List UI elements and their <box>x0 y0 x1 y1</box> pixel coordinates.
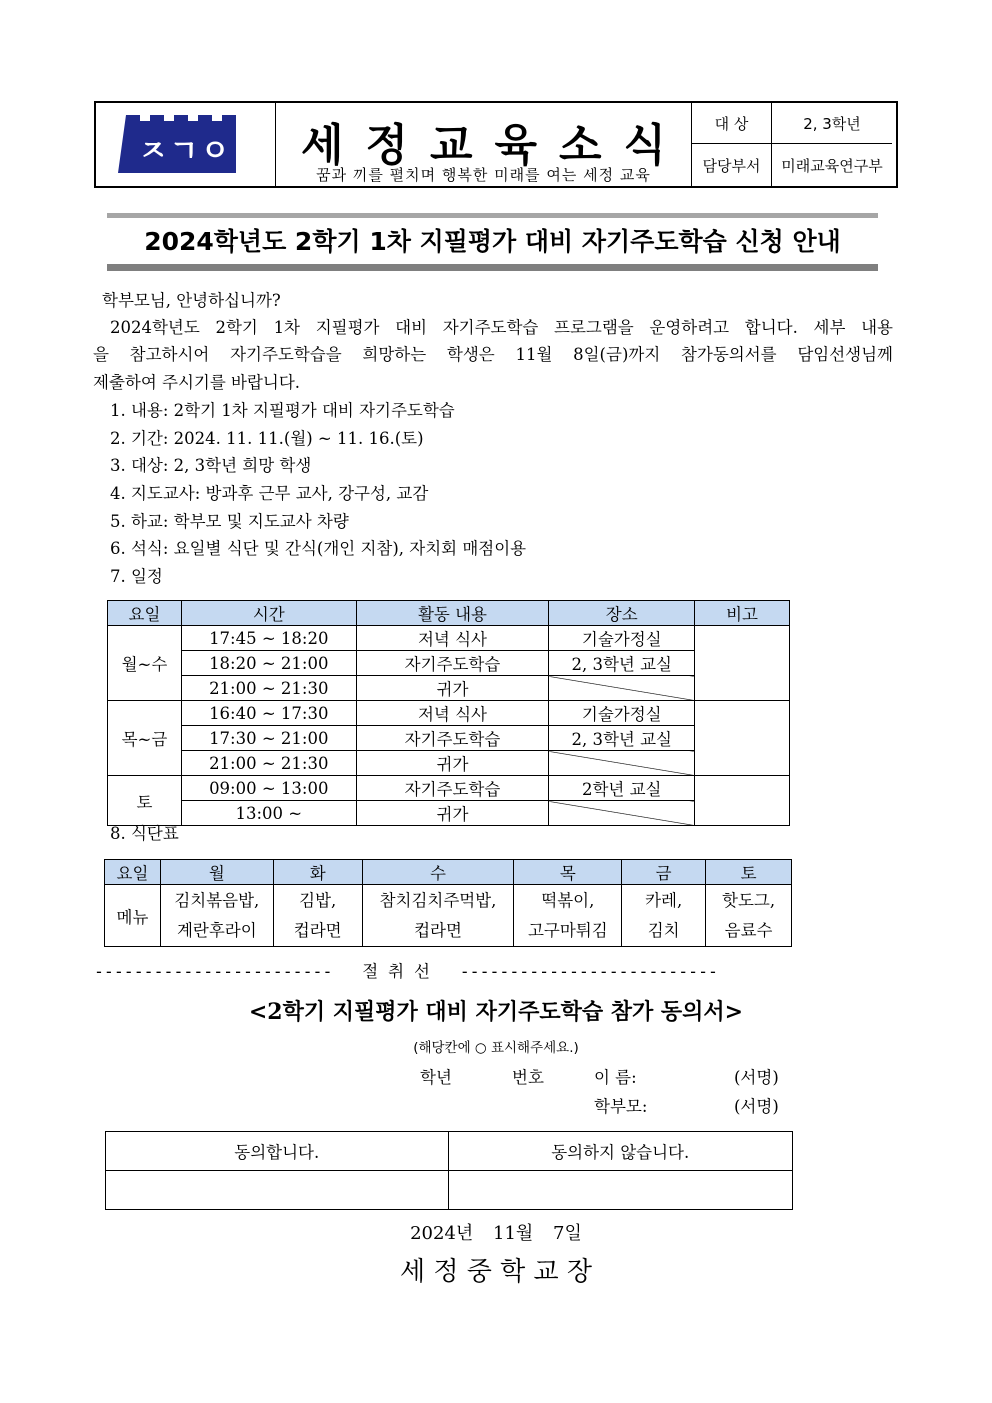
note-cell <box>695 776 790 826</box>
intro-line-1: 2024학년도 2학기 1차 지필평가 대비 자기주도학습 프로그램을 운영하려고 합니다. 세부 내용 <box>110 318 893 337</box>
menu-table <box>104 859 792 947</box>
cut-line: ------------------------ 절 취 선 -------------------------- <box>94 962 718 981</box>
disagree-label: 동의하지 않습니다. <box>448 1132 793 1171</box>
activity-cell: 자기주도학습 <box>356 726 549 751</box>
menu-col-fri: 금 <box>622 860 706 885</box>
note-cell <box>695 626 790 701</box>
parent-label: 학부모: <box>594 1097 648 1116</box>
intro-line-3: 제출하여 주시기를 바랍니다. <box>93 373 301 392</box>
col-note: 비고 <box>695 601 790 626</box>
col-day: 요일 <box>108 601 182 626</box>
table-row <box>108 651 790 676</box>
newsletter-slogan: 꿈과 끼를 펼치며 행복한 미래를 여는 세정 교육 <box>316 166 651 184</box>
title-rule-top <box>107 213 878 218</box>
document-title: 2024학년도 2학기 1차 지필평가 대비 자기주도학습 신청 안내 <box>144 227 841 256</box>
place-cell: 2학년 교실 <box>549 776 695 801</box>
col-time: 시간 <box>181 601 356 626</box>
school-logo <box>96 103 276 186</box>
item-content: 1. 내용: 2학기 1차 지필평가 대비 자기주도학습 <box>110 401 455 420</box>
menu-header-row <box>105 860 792 885</box>
place-cell-empty <box>549 676 695 701</box>
consent-header-row <box>106 1132 793 1171</box>
item-teachers: 4. 지도교사: 방과후 근무 교사, 강구성, 교감 <box>110 484 429 503</box>
name-label: 이 름: <box>594 1068 637 1087</box>
title-rule-bottom <box>107 264 878 271</box>
note-cell <box>695 701 790 776</box>
consent-instruction: (해당칸에 ○ 표시해주세요.) <box>413 1040 579 1056</box>
menu-cell-thu: 떡볶이, 고구마튀김 <box>514 885 622 947</box>
schedule-header-row <box>108 601 790 626</box>
parent-signature: (서명) <box>734 1097 779 1116</box>
number-label: 번호 <box>512 1068 544 1087</box>
table-row <box>108 776 790 801</box>
menu-col-wed: 수 <box>362 860 514 885</box>
student-signature: (서명) <box>734 1068 779 1087</box>
issuer: 세 정 중 학 교 장 <box>399 1257 593 1287</box>
item-period: 2. 기간: 2024. 11. 11.(월) ~ 11. 16.(토) <box>110 429 424 448</box>
activity-cell: 자기주도학습 <box>356 776 549 801</box>
target-label: 대 상 <box>692 103 772 144</box>
newsletter-title: 세정교육소식 <box>300 120 689 171</box>
dept-value: 미래교육연구부 <box>781 156 883 175</box>
menu-cell-wed: 참치김치주먹밥, 컵라면 <box>362 885 514 947</box>
activity-cell: 귀가 <box>356 676 549 701</box>
menu-cell-fri: 카레, 김치 <box>622 885 706 947</box>
item-dinner: 6. 석식: 요일별 식단 및 간식(개인 지참), 자치회 매점이용 <box>110 539 527 558</box>
consent-table <box>105 1131 793 1210</box>
item-dismissal: 5. 하교: 학부모 및 지도교사 차량 <box>110 512 349 531</box>
day-cell: 토 <box>108 776 182 826</box>
time-cell: 09:00 ~ 13:00 <box>181 776 356 801</box>
menu-col-sat: 토 <box>706 860 792 885</box>
schedule-table <box>107 600 790 826</box>
menu-cell-sat: 핫도그, 음료수 <box>706 885 792 947</box>
target-value: 2, 3학년 <box>772 103 892 144</box>
newsletter-header <box>94 101 898 188</box>
menu-col-day: 요일 <box>105 860 161 885</box>
place-cell: 기술가정실 <box>549 626 695 651</box>
greeting: 학부모님, 안녕하십니까? <box>102 291 281 310</box>
issue-date: 2024년 11월 7일 <box>410 1223 582 1244</box>
table-row <box>108 676 790 701</box>
time-cell: 13:00 ~ <box>181 801 356 826</box>
menu-row <box>105 885 792 947</box>
place-cell-empty <box>549 801 695 826</box>
table-row <box>108 751 790 776</box>
disagree-mark-cell[interactable] <box>448 1171 793 1210</box>
menu-col-thu: 목 <box>514 860 622 885</box>
menu-cell-mon: 김치볶음밥, 계란후라이 <box>160 885 273 947</box>
activity-cell: 귀가 <box>356 751 549 776</box>
dept-label: 담당부서 <box>692 144 772 186</box>
col-activity: 활동 내용 <box>356 601 549 626</box>
consent-title: <2학기 지필평가 대비 자기주도학습 참가 동의서> <box>248 999 744 1025</box>
item-schedule: 7. 일정 <box>110 567 163 586</box>
activity-cell: 자기주도학습 <box>356 651 549 676</box>
col-place: 장소 <box>549 601 695 626</box>
day-cell: 목~금 <box>108 701 182 776</box>
grade-label: 학년 <box>420 1068 452 1087</box>
activity-cell: 저녁 식사 <box>356 701 549 726</box>
time-cell: 21:00 ~ 21:30 <box>181 751 356 776</box>
time-cell: 17:45 ~ 18:20 <box>181 626 356 651</box>
menu-col-tue: 화 <box>273 860 362 885</box>
table-row <box>108 701 790 726</box>
agree-label: 동의합니다. <box>106 1132 449 1171</box>
newsletter-title-cell <box>276 103 692 186</box>
table-row <box>108 726 790 751</box>
time-cell: 17:30 ~ 21:00 <box>181 726 356 751</box>
place-cell: 2, 3학년 교실 <box>549 651 695 676</box>
header-meta <box>692 103 896 186</box>
place-cell: 2, 3학년 교실 <box>549 726 695 751</box>
day-cell: 월~수 <box>108 626 182 701</box>
item-target: 3. 대상: 2, 3학년 희망 학생 <box>110 456 312 475</box>
agree-mark-cell[interactable] <box>106 1171 449 1210</box>
activity-cell: 귀가 <box>356 801 549 826</box>
time-cell: 21:00 ~ 21:30 <box>181 676 356 701</box>
logo-text: ㅈㄱㅇ <box>138 134 232 169</box>
intro-line-2: 을 참고하시어 자기주도학습을 희망하는 학생은 11월 8일(금)까지 참가동의서를 담임선생님께 <box>93 345 893 364</box>
place-cell: 기술가정실 <box>549 701 695 726</box>
time-cell: 16:40 ~ 17:30 <box>181 701 356 726</box>
menu-col-mon: 월 <box>160 860 273 885</box>
time-cell: 18:20 ~ 21:00 <box>181 651 356 676</box>
table-row <box>108 801 790 826</box>
menu-heading: 8. 식단표 <box>110 824 179 843</box>
activity-cell: 저녁 식사 <box>356 626 549 651</box>
table-row <box>108 626 790 651</box>
menu-cell-tue: 김밥, 컵라면 <box>273 885 362 947</box>
consent-mark-row <box>106 1171 793 1210</box>
place-cell-empty <box>549 751 695 776</box>
menu-row-label: 메뉴 <box>105 885 161 947</box>
